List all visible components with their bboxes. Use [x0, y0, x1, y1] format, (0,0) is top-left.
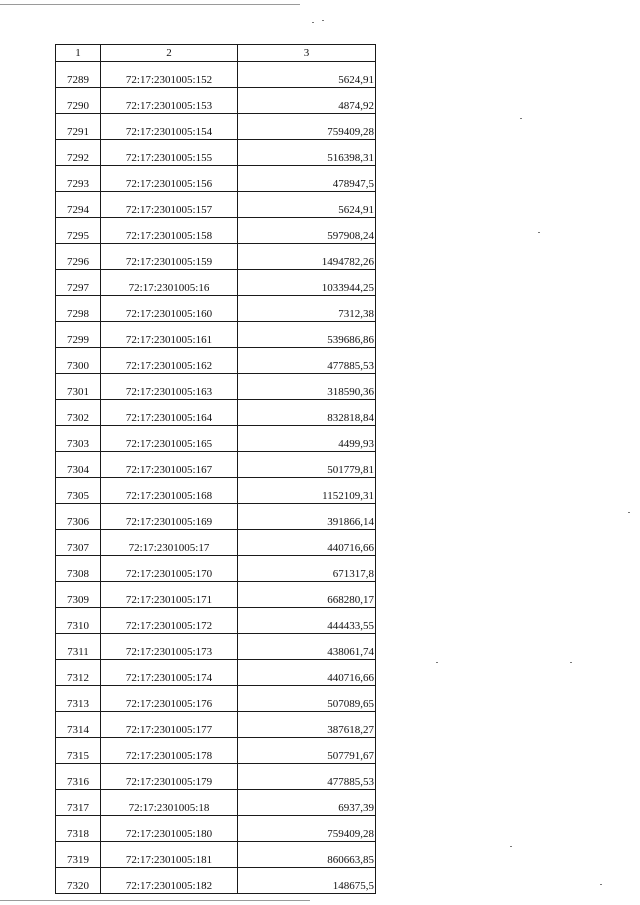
row-number-cell: 7294: [56, 192, 101, 218]
table-body: [56, 62, 376, 894]
cadastral-value-cell: 391866,14: [238, 504, 376, 530]
cadastral-value-cell: 477885,53: [238, 764, 376, 790]
table-row: [56, 270, 376, 296]
scan-speck: [628, 512, 630, 513]
cadastral-number-cell: 72:17:2301005:17: [101, 530, 238, 556]
table-row: [56, 608, 376, 634]
cadastral-number-cell: 72:17:2301005:171: [101, 582, 238, 608]
scan-speck: [436, 662, 438, 663]
row-number-cell: 7303: [56, 426, 101, 452]
row-number-cell: 7301: [56, 374, 101, 400]
cadastral-number-cell: 72:17:2301005:157: [101, 192, 238, 218]
row-number-cell: 7316: [56, 764, 101, 790]
row-number-cell: 7289: [56, 62, 101, 88]
cadastral-number-cell: 72:17:2301005:158: [101, 218, 238, 244]
table-row: [56, 582, 376, 608]
row-number-cell: 7297: [56, 270, 101, 296]
scan-speck: [510, 846, 512, 847]
row-number-cell: 7320: [56, 868, 101, 894]
row-number-cell: 7319: [56, 842, 101, 868]
cadastral-value-cell: 507089,65: [238, 686, 376, 712]
table-row: [56, 816, 376, 842]
cadastral-number-cell: 72:17:2301005:169: [101, 504, 238, 530]
cadastral-number-cell: 72:17:2301005:159: [101, 244, 238, 270]
cadastral-value-cell: 539686,86: [238, 322, 376, 348]
cadastral-number-cell: 72:17:2301005:164: [101, 400, 238, 426]
cadastral-value-cell: 1033944,25: [238, 270, 376, 296]
cadastral-number-cell: 72:17:2301005:160: [101, 296, 238, 322]
cadastral-value-table: [55, 44, 376, 894]
table-row: [56, 166, 376, 192]
row-number-cell: 7293: [56, 166, 101, 192]
cadastral-number-cell: 72:17:2301005:168: [101, 478, 238, 504]
cadastral-number-cell: 72:17:2301005:153: [101, 88, 238, 114]
cadastral-value-cell: 477885,53: [238, 348, 376, 374]
scan-speck: [322, 20, 324, 21]
cadastral-value-cell: 5624,91: [238, 192, 376, 218]
table-row: [56, 218, 376, 244]
cadastral-number-cell: 72:17:2301005:16: [101, 270, 238, 296]
table-row: [56, 842, 376, 868]
cadastral-value-cell: 671317,8: [238, 556, 376, 582]
row-number-cell: 7291: [56, 114, 101, 140]
row-number-cell: 7318: [56, 816, 101, 842]
cadastral-number-cell: 72:17:2301005:165: [101, 426, 238, 452]
column-header-value: 3: [238, 45, 376, 62]
scan-speck: [520, 118, 522, 119]
cadastral-value-cell: 516398,31: [238, 140, 376, 166]
row-number-cell: 7305: [56, 478, 101, 504]
table-row: [56, 348, 376, 374]
table-row: [56, 790, 376, 816]
row-number-cell: 7308: [56, 556, 101, 582]
cadastral-value-cell: 860663,85: [238, 842, 376, 868]
row-number-cell: 7299: [56, 322, 101, 348]
table-row: [56, 114, 376, 140]
table-row: [56, 140, 376, 166]
table-row: [56, 322, 376, 348]
row-number-cell: 7315: [56, 738, 101, 764]
table-row: [56, 426, 376, 452]
cadastral-number-cell: 72:17:2301005:179: [101, 764, 238, 790]
scan-speck: [538, 232, 540, 233]
cadastral-value-cell: 1494782,26: [238, 244, 376, 270]
cadastral-value-cell: 7312,38: [238, 296, 376, 322]
row-number-cell: 7317: [56, 790, 101, 816]
cadastral-value-cell: 507791,67: [238, 738, 376, 764]
row-number-cell: 7314: [56, 712, 101, 738]
row-number-cell: 7313: [56, 686, 101, 712]
table-header-row: [56, 45, 376, 62]
table-row: [56, 400, 376, 426]
table-row: [56, 660, 376, 686]
cadastral-value-cell: 318590,36: [238, 374, 376, 400]
cadastral-number-cell: 72:17:2301005:181: [101, 842, 238, 868]
scan-speck: [570, 662, 572, 663]
table-row: [56, 634, 376, 660]
table-row: [56, 452, 376, 478]
row-number-cell: 7307: [56, 530, 101, 556]
cadastral-number-cell: 72:17:2301005:167: [101, 452, 238, 478]
cadastral-number-cell: 72:17:2301005:174: [101, 660, 238, 686]
table-row: [56, 374, 376, 400]
cadastral-value-cell: 444433,55: [238, 608, 376, 634]
table-row: [56, 738, 376, 764]
row-number-cell: 7312: [56, 660, 101, 686]
cadastral-value-cell: 668280,17: [238, 582, 376, 608]
table-row: [56, 192, 376, 218]
cadastral-value-cell: 5624,91: [238, 62, 376, 88]
cadastral-number-cell: 72:17:2301005:161: [101, 322, 238, 348]
cadastral-value-cell: 1152109,31: [238, 478, 376, 504]
cadastral-number-cell: 72:17:2301005:156: [101, 166, 238, 192]
row-number-cell: 7311: [56, 634, 101, 660]
table-row: [56, 478, 376, 504]
cadastral-value-cell: 438061,74: [238, 634, 376, 660]
cadastral-value-cell: 501779,81: [238, 452, 376, 478]
row-number-cell: 7304: [56, 452, 101, 478]
cadastral-number-cell: 72:17:2301005:172: [101, 608, 238, 634]
scan-edge-top: [0, 4, 300, 5]
cadastral-value-cell: 6937,39: [238, 790, 376, 816]
cadastral-value-cell: 148675,5: [238, 868, 376, 894]
cadastral-number-cell: 72:17:2301005:180: [101, 816, 238, 842]
row-number-cell: 7310: [56, 608, 101, 634]
cadastral-number-cell: 72:17:2301005:170: [101, 556, 238, 582]
cadastral-number-cell: 72:17:2301005:178: [101, 738, 238, 764]
row-number-cell: 7300: [56, 348, 101, 374]
table-row: [56, 88, 376, 114]
cadastral-value-cell: 759409,28: [238, 114, 376, 140]
cadastral-value-cell: 440716,66: [238, 530, 376, 556]
cadastral-value-cell: 440716,66: [238, 660, 376, 686]
table-row: [56, 62, 376, 88]
row-number-cell: 7292: [56, 140, 101, 166]
row-number-cell: 7296: [56, 244, 101, 270]
cadastral-number-cell: 72:17:2301005:152: [101, 62, 238, 88]
table-row: [56, 764, 376, 790]
cadastral-number-cell: 72:17:2301005:177: [101, 712, 238, 738]
cadastral-value-cell: 387618,27: [238, 712, 376, 738]
row-number-cell: 7302: [56, 400, 101, 426]
cadastral-number-cell: 72:17:2301005:176: [101, 686, 238, 712]
cadastral-number-cell: 72:17:2301005:155: [101, 140, 238, 166]
table-row: [56, 556, 376, 582]
cadastral-value-cell: 597908,24: [238, 218, 376, 244]
table-row: [56, 504, 376, 530]
row-number-cell: 7306: [56, 504, 101, 530]
cadastral-value-cell: 478947,5: [238, 166, 376, 192]
column-header-cadastral-number: 2: [101, 45, 238, 62]
row-number-cell: 7295: [56, 218, 101, 244]
table-row: [56, 244, 376, 270]
cadastral-number-cell: 72:17:2301005:18: [101, 790, 238, 816]
column-header-number: 1: [56, 45, 101, 62]
table-row: [56, 530, 376, 556]
cadastral-number-cell: 72:17:2301005:173: [101, 634, 238, 660]
table-row: [56, 712, 376, 738]
cadastral-number-cell: 72:17:2301005:163: [101, 374, 238, 400]
cadastral-number-cell: 72:17:2301005:154: [101, 114, 238, 140]
table-row: [56, 296, 376, 322]
table-row: [56, 686, 376, 712]
row-number-cell: 7290: [56, 88, 101, 114]
cadastral-value-cell: 4499,93: [238, 426, 376, 452]
cadastral-value-cell: 759409,28: [238, 816, 376, 842]
cadastral-number-cell: 72:17:2301005:162: [101, 348, 238, 374]
scan-edge-bottom: [0, 900, 310, 901]
cadastral-value-cell: 832818,84: [238, 400, 376, 426]
table-row: [56, 868, 376, 894]
scan-speck: [600, 884, 602, 885]
cadastral-number-cell: 72:17:2301005:182: [101, 868, 238, 894]
row-number-cell: 7309: [56, 582, 101, 608]
row-number-cell: 7298: [56, 296, 101, 322]
scan-speck: [312, 22, 314, 23]
cadastral-value-cell: 4874,92: [238, 88, 376, 114]
